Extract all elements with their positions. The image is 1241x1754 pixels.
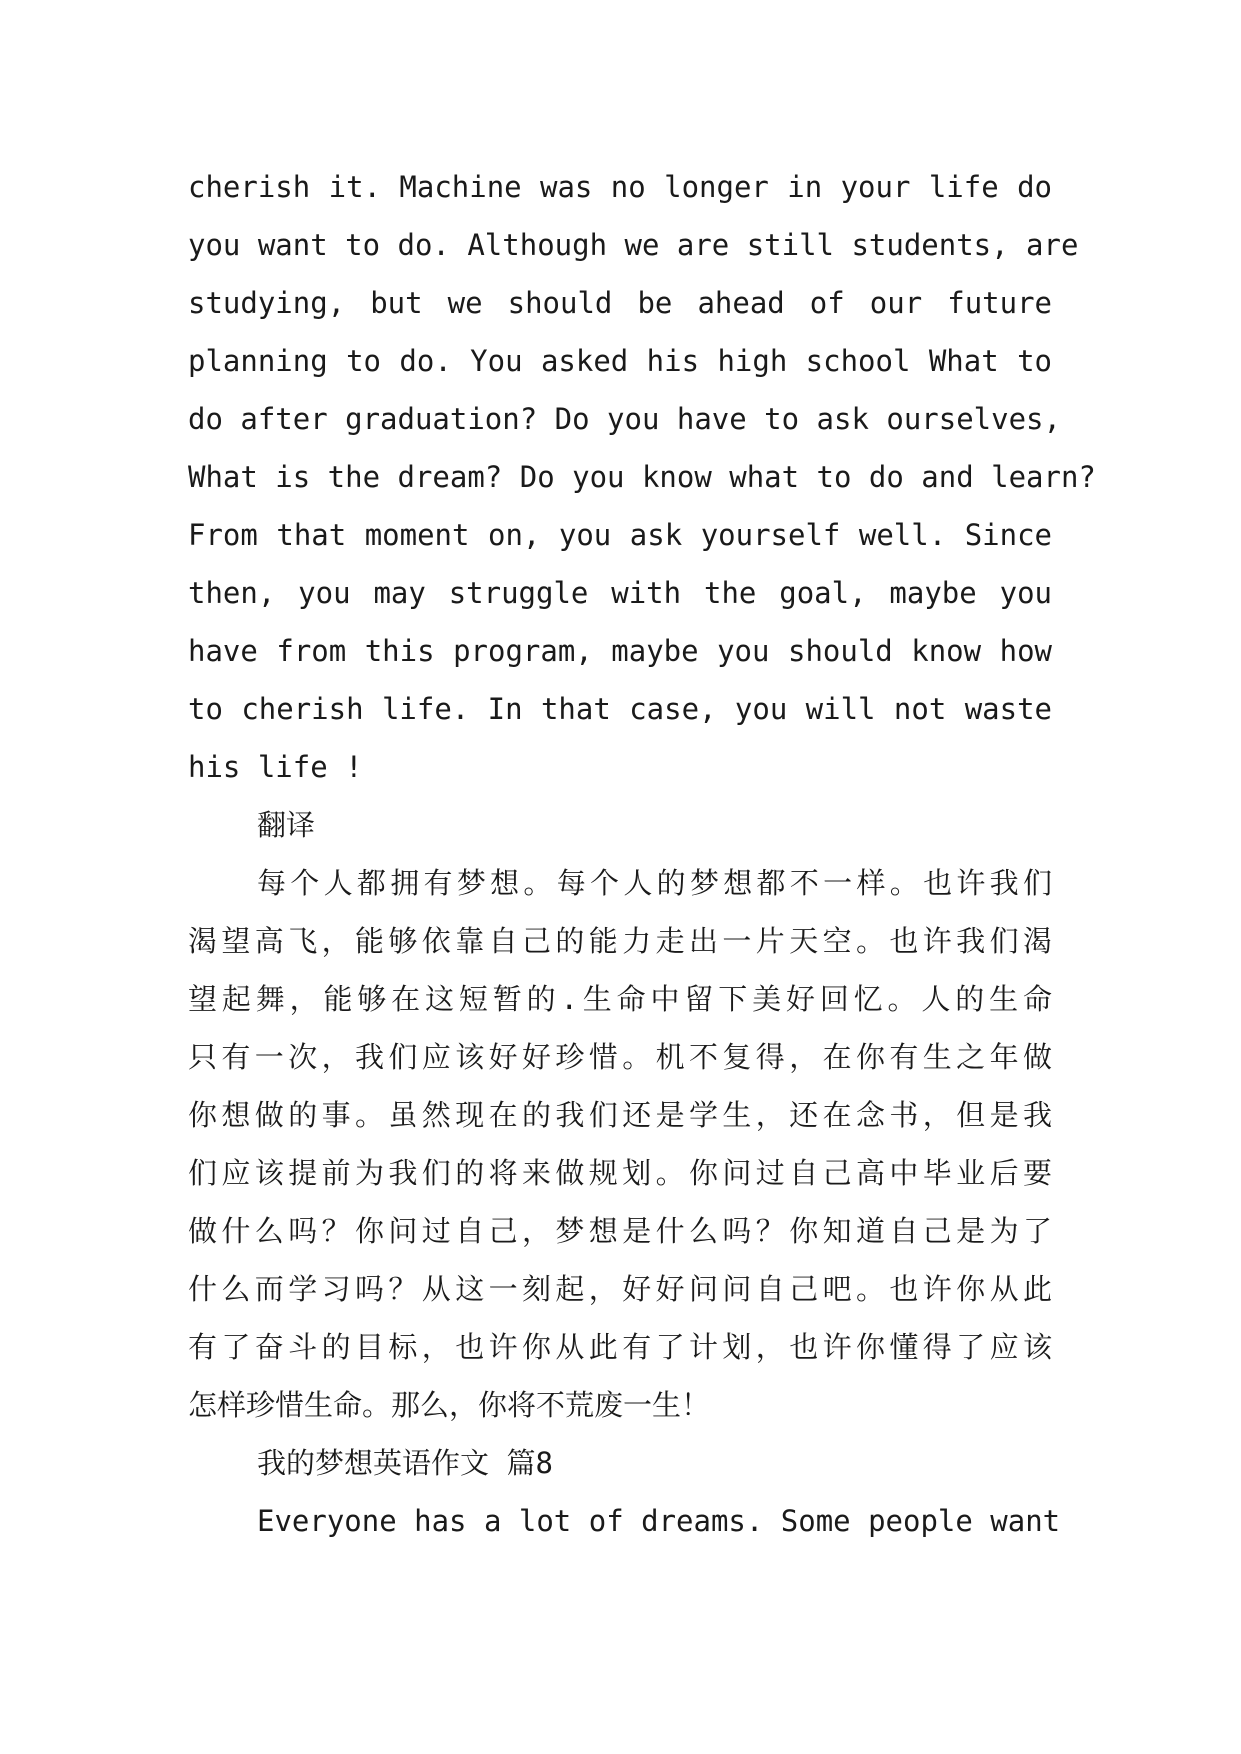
- paragraph-line: From that moment on, you ask yourself well. Since: [188, 518, 1052, 552]
- english-paragraph: [188, 158, 1096, 796]
- paragraph-line: have from this program, maybe you should know how: [188, 634, 1052, 668]
- paragraph-line: 有了奋斗的目标，也许你从此有了计划，也许你懂得了应该: [188, 1330, 1052, 1364]
- paragraph-line: 每个人都拥有梦想。每个人的梦想都不一样。也许我们: [257, 866, 1052, 900]
- chinese-paragraph: [188, 854, 1052, 1434]
- paragraph-line: his life !: [188, 750, 363, 784]
- paragraph-line: cherish it. Machine was no longer in your life do: [188, 170, 1052, 204]
- translation-heading: 翻译: [257, 808, 316, 842]
- paragraph-line: 渴望高飞，能够依靠自己的能力走出一片天空。也许我们渴: [188, 924, 1052, 958]
- paragraph-line: planning to do. You asked his high school What to: [188, 344, 1052, 378]
- paragraph-line: then, you may struggle with the goal, maybe you: [188, 576, 1052, 610]
- paragraph-line: What is the dream? Do you know what to do and learn?: [188, 460, 1096, 494]
- paragraph-line: studying, but we should be ahead of our future: [188, 286, 1052, 320]
- paragraph-line: 什么而学习吗？从这一刻起，好好问问自己吧。也许你从此: [188, 1272, 1052, 1306]
- paragraph-line: 做什么吗？你问过自己，梦想是什么吗？你知道自己是为了: [188, 1214, 1052, 1248]
- paragraph-line: 只有一次，我们应该好好珍惜。机不复得，在你有生之年做: [188, 1040, 1052, 1074]
- paragraph-line: do after graduation? Do you have to ask ourselves,: [188, 402, 1061, 436]
- paragraph-line: 望起舞，能够在这短暂的.生命中留下美好回忆。人的生命: [188, 982, 1052, 1016]
- paragraph-line: Everyone has a lot of dreams. Some people want: [257, 1504, 1061, 1538]
- paragraph-line: 怎样珍惜生命。那么，你将不荒废一生！: [188, 1388, 711, 1422]
- paragraph-line: you want to do. Although we are still students, are: [188, 228, 1079, 262]
- paragraph-line: to cherish life. In that case, you will not waste: [188, 692, 1052, 726]
- document-page: [188, 158, 1096, 1550]
- paragraph-line: 你想做的事。虽然现在的我们还是学生，还在念书，但是我: [188, 1098, 1052, 1132]
- paragraph-line: 们应该提前为我们的将来做规划。你问过自己高中毕业后要: [188, 1156, 1052, 1190]
- section-heading: 我的梦想英语作文 篇8: [257, 1446, 553, 1480]
